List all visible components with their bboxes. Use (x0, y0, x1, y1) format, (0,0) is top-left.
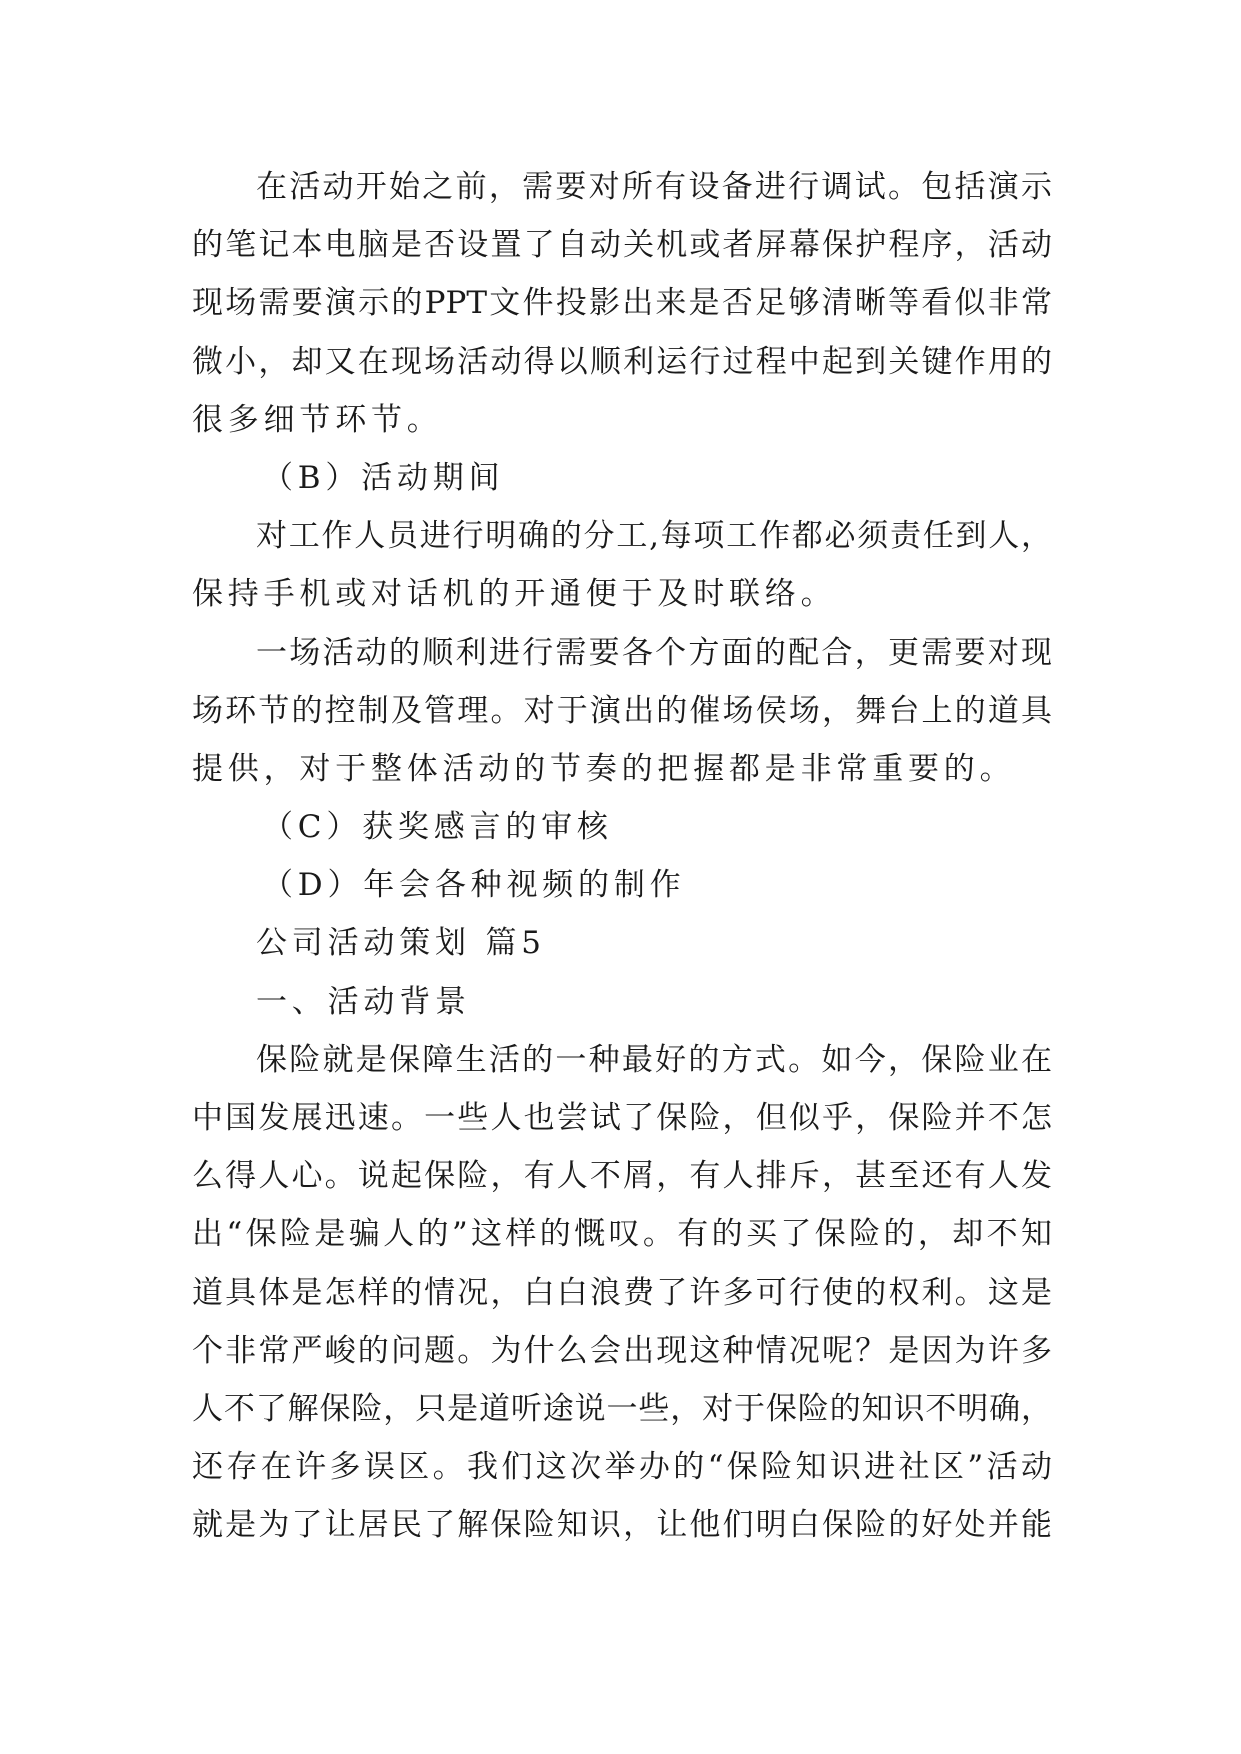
paragraph-line: 保持手机或对话机的开通便于及时联络。 (192, 576, 837, 613)
paragraph-line: 保险就是保障生活的一种最好的方式。如今，保险业在 (256, 1041, 1052, 1078)
paragraph-line: 很多细节环节。 (192, 401, 443, 438)
article-title: 公司活动策划 篇5 (256, 925, 546, 962)
paragraph-line: 还存在许多误区。我们这次举办的“保险知识进社区”活动 (192, 1449, 1052, 1486)
paragraph-line: 出“保险是骗人的”这样的慨叹。有的买了保险的，却不知 (192, 1216, 1052, 1253)
paragraph-line: 在活动开始之前，需要对所有设备进行调试。包括演示 (256, 169, 1052, 205)
paragraph-line: 提供，对于整体活动的节奏的把握都是非常重要的。 (192, 750, 1016, 787)
section-heading-background: 一、活动背景 (256, 983, 471, 1020)
paragraph-line: 就是为了让居民了解保险知识，让他们明白保险的好处并能 (192, 1507, 1052, 1544)
document-body (192, 158, 1052, 1555)
paragraph-line: 对工作人员进行明确的分工,每项工作都必须责任到人， (256, 518, 1052, 555)
paragraph-line: 微小，却又在现场活动得以顺利运行过程中起到关键作用的 (192, 343, 1052, 380)
paragraph-line: 道具体是怎样的情况，白白浪费了许多可行使的权利。这是 (192, 1274, 1052, 1311)
paragraph-line: 场环节的控制及管理。对于演出的催场侯场，舞台上的道具 (192, 692, 1052, 729)
paragraph-line: 的笔记本电脑是否设置了自动关机或者屏幕保护程序，活动 (192, 227, 1052, 264)
paragraph-line: 么得人心。说起保险，有人不屑，有人排斥，甚至还有人发 (192, 1158, 1052, 1195)
paragraph-line: 现场需要演示的PPT文件投影出来是否足够清晰等看似非常 (192, 285, 1052, 322)
section-heading-c: （C）获奖感言的审核 (262, 809, 613, 846)
paragraph-line: 个非常严峻的问题。为什么会出现这种情况呢？是因为许多 (192, 1332, 1052, 1369)
paragraph-line: 一场活动的顺利进行需要各个方面的配合，更需要对现 (256, 634, 1052, 671)
section-heading-d: （D）年会各种视频的制作 (262, 867, 686, 904)
section-heading-b: （B）活动期间 (262, 459, 505, 496)
paragraph-line: 人不了解保险，只是道听途说一些，对于保险的知识不明确， (192, 1390, 1052, 1427)
paragraph-line: 中国发展迅速。一些人也尝试了保险，但似乎，保险并不怎 (192, 1100, 1052, 1136)
